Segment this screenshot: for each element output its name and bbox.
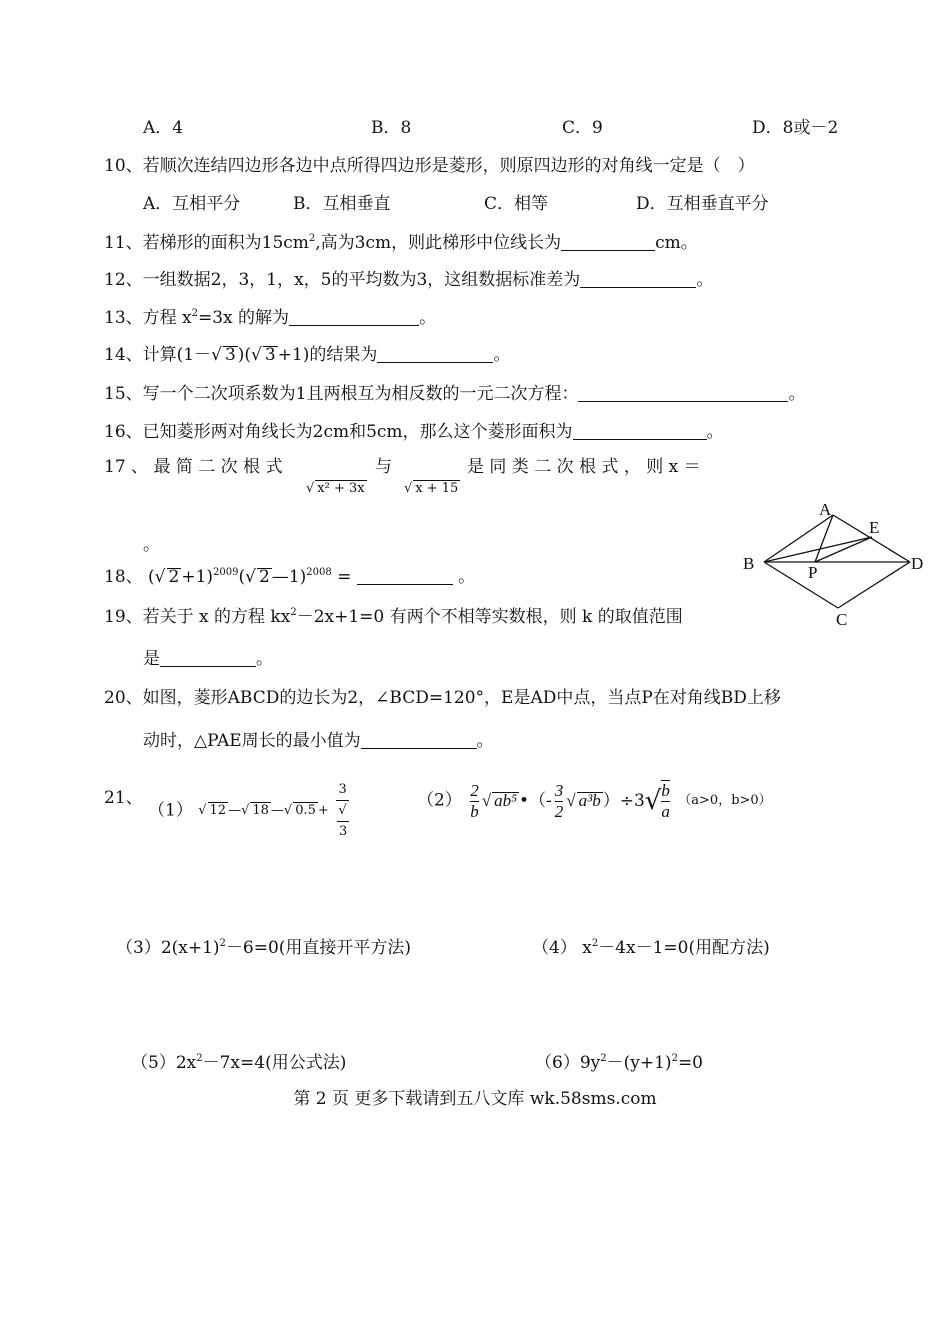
- segment-be: [764, 537, 872, 562]
- q12-answer-blank: [580, 269, 696, 288]
- edge-dc: [838, 562, 910, 608]
- q16: 16、已知菱形两对角线长为2cm和5cm，那么这个菱形面积为 。: [104, 422, 724, 442]
- q18-answer-blank: [357, 566, 453, 585]
- q11-answer-blank: [561, 232, 655, 251]
- q17-radical-2: √ x + 15: [404, 478, 460, 500]
- q21-label: 21、: [104, 788, 143, 808]
- q10-option-a: A．互相平分: [143, 194, 241, 214]
- q21-part5: $(5)2x^2-7x=4$(用公式法): [131, 1053, 347, 1073]
- q19-answer-blank: [160, 648, 256, 667]
- label-b: B: [743, 554, 755, 573]
- q18: 18、 (√ 2 +1)$^{2009}$(√ 2 —1)$^{2008}$ = 。: [104, 566, 475, 588]
- q17-radical-1: √ x² + 3x: [306, 478, 367, 500]
- rhombus-figure: [735, 495, 935, 630]
- q16-answer-blank: [573, 421, 707, 440]
- q21-part2: （2） $\frac{2}{b}$ √ ab⁵ •（- $\frac{3}{2}$ √ a³b ）÷3√ $\frac{b}{a}$ （a>0，b>0）: [417, 780, 772, 822]
- q14: 14、计算(1－√ 3 )(√ 3 +1)的结果为 。: [104, 344, 510, 366]
- q10-option-b: B．互相垂直: [293, 194, 391, 214]
- q17-line2: 。: [143, 535, 160, 555]
- edge-ab: [764, 515, 833, 562]
- q12: 12、一组数据2，3，1，x，5的平均数为3，这组数据标准差为 。: [104, 270, 714, 290]
- q20-line1: 20、如图，菱形ABCD的边长为2，∠BCD=120°，E是AD中点，当点P在对角线BD上移: [104, 688, 781, 708]
- q13-answer-blank: [289, 307, 419, 326]
- q9-option-d: D．8或－2: [752, 118, 839, 138]
- q9-option-a: A．4: [143, 118, 184, 138]
- q15-answer-blank: [578, 383, 788, 402]
- edge-cb: [764, 562, 838, 608]
- q13: 13、方程 $x^2=3x$ 的解为 。: [104, 308, 437, 328]
- q9-option-c: C．9: [562, 118, 603, 138]
- q11: 11、若梯形的面积为$15cm^2$,高为3cm，则此梯形中位线长为 cm。: [104, 233, 698, 253]
- q10-text: 10、若顺次连结四边形各边中点所得四边形是菱形，则原四边形的对角线一定是（ ）: [104, 156, 755, 176]
- q21-part4: （4） $x^2-4x-1=0$(用配方法): [532, 938, 770, 958]
- label-d: D: [911, 554, 924, 573]
- q17-pre: 17 、 最 简 二 次 根 式: [104, 457, 283, 477]
- q21-part6: $(6)9y^2-(y+1)^2=0$: [535, 1053, 703, 1073]
- label-a: A: [819, 500, 832, 519]
- label-p: P: [808, 563, 818, 582]
- q15: 15、写一个二次项系数为1且两根互为相反数的一元二次方程： 。: [104, 384, 806, 404]
- label-e: E: [869, 518, 880, 537]
- q21-part3: $(3)2(x+1)^2-6=0$(用直接开平方法): [116, 938, 412, 958]
- q21-part1: （1） √ 12 —√ 18 —√ 0.5 + 3 √ 3: [148, 780, 352, 842]
- q19-line2: 是 。: [143, 649, 273, 669]
- q9-option-b: B．8: [371, 118, 412, 138]
- q10-option-d: D．互相垂直平分: [636, 194, 769, 214]
- label-c: C: [836, 610, 848, 629]
- q14-answer-blank: [377, 344, 493, 363]
- q20-answer-blank: [361, 730, 477, 749]
- q10-option-c: C．相等: [484, 194, 549, 214]
- q17-mid: 与: [375, 457, 392, 477]
- q19: 19、若关于 x 的方程 $kx^2-2x+1=0$ 有两个不相等实数根，则 k 的取值范围: [104, 607, 683, 627]
- q17-post: 是 同 类 二 次 根 式 ， 则 x ＝: [467, 457, 701, 477]
- page-footer: 第 2 页 更多下载请到五八文库 wk.58sms.com: [293, 1089, 657, 1109]
- q20-line2: 动时，△PAE周长的最小值为 。: [143, 731, 494, 751]
